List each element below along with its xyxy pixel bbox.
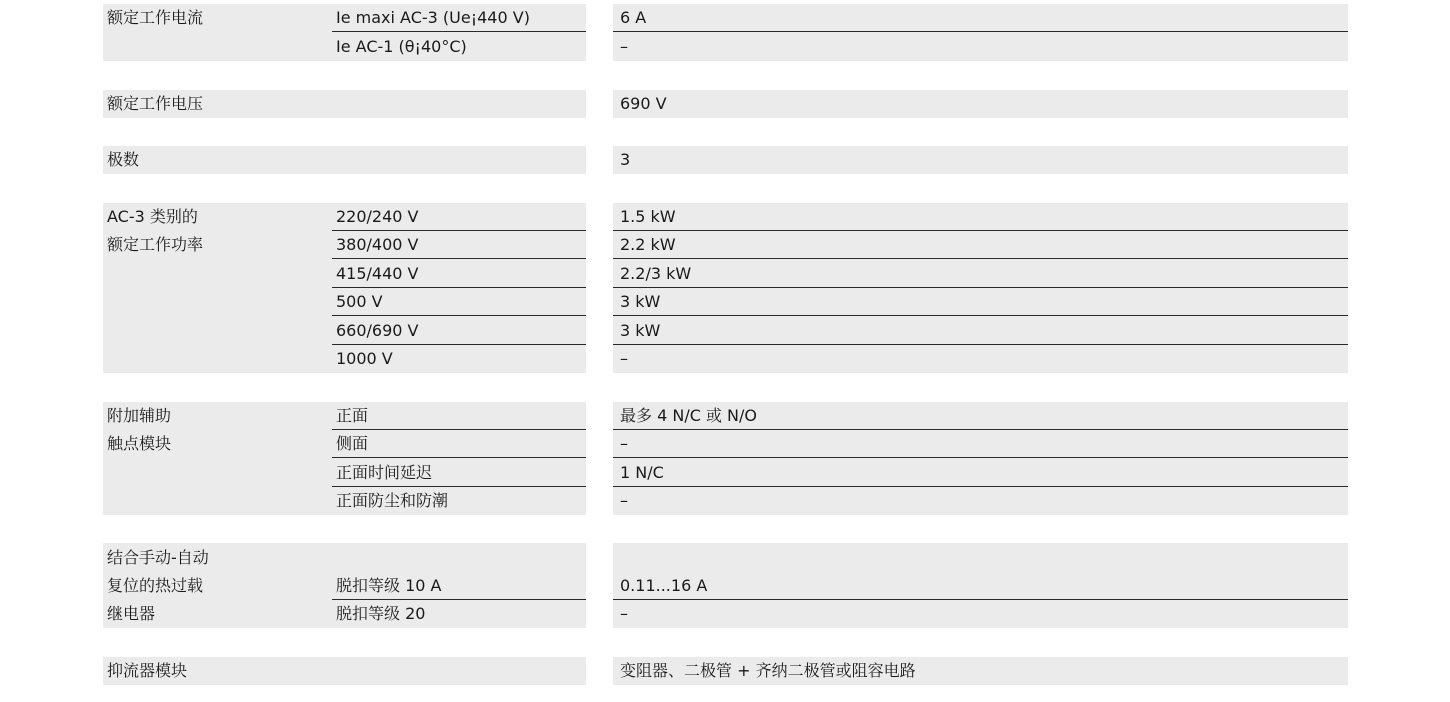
table-row	[103, 572, 586, 600]
value-cell: 3 kW	[620, 292, 661, 311]
table-row	[613, 33, 1348, 61]
aux-contacts-label: 附加辅助	[107, 406, 172, 425]
poles-label-panel	[103, 146, 586, 174]
thermal-relay-section	[0, 543, 1450, 628]
table-row	[613, 572, 1348, 600]
condition-cell: Ie AC-1 (θ¡40°C)	[336, 37, 467, 56]
condition-cell: 380/400 V	[336, 235, 419, 254]
aux-contacts-value-panel	[613, 402, 1348, 515]
table-row	[103, 288, 586, 316]
ac3-power-section	[0, 203, 1450, 373]
table-row	[613, 430, 1348, 458]
condition-cell: 脱扣等级 10 A	[336, 576, 442, 595]
condition-cell: 500 V	[336, 292, 383, 311]
table-row	[103, 203, 586, 231]
table-row	[613, 231, 1348, 259]
table-row	[103, 600, 586, 628]
value-cell: –	[620, 434, 628, 453]
rated-voltage-label: 额定工作电压	[107, 94, 204, 113]
table-row	[613, 288, 1348, 316]
poles-label: 极数	[107, 150, 140, 169]
table-row	[103, 4, 586, 32]
table-row	[613, 317, 1348, 345]
table-row	[103, 487, 586, 515]
thermal-relay-label-panel	[103, 543, 586, 628]
thermal-relay-label: 结合手动-自动	[107, 548, 209, 567]
rated-current-label-panel	[103, 4, 586, 61]
rated-voltage-section	[0, 90, 1450, 118]
condition-cell: Ie maxi AC-3 (Ue¡440 V)	[336, 8, 530, 27]
suppressor-label-panel	[103, 657, 586, 685]
table-row	[613, 203, 1348, 231]
table-row	[613, 487, 1348, 515]
value-cell: –	[620, 349, 628, 368]
table-row	[103, 231, 586, 259]
value-cell: 6 A	[620, 8, 647, 27]
suppressor-value-panel	[613, 657, 1348, 685]
value-cell: 3 kW	[620, 321, 661, 340]
aux-contacts-label: 触点模块	[107, 434, 172, 453]
condition-cell: 1000 V	[336, 349, 393, 368]
table-row	[103, 657, 586, 685]
table-row	[613, 600, 1348, 628]
condition-cell: 脱扣等级 20	[336, 604, 426, 623]
value-cell: 最多 4 N/C 或 N/O	[620, 406, 758, 425]
thermal-relay-label: 复位的热过载	[107, 576, 204, 595]
value-cell: 变阻器、二极管 + 齐纳二极管或阻容电路	[620, 661, 916, 680]
table-row	[103, 459, 586, 487]
ac3-power-value-panel	[613, 203, 1348, 373]
rated-voltage-label-panel	[103, 90, 586, 118]
value-cell: –	[620, 604, 628, 623]
poles-section	[0, 146, 1450, 174]
table-row	[613, 345, 1348, 373]
table-row	[103, 90, 586, 118]
value-cell: 1 N/C	[620, 463, 664, 482]
thermal-relay-value-panel	[613, 543, 1348, 628]
poles-value-panel	[613, 146, 1348, 174]
table-row	[613, 146, 1348, 174]
table-row	[613, 657, 1348, 685]
table-row	[103, 402, 586, 430]
value-cell: 0.11...16 A	[620, 576, 708, 595]
rated-current-section	[0, 4, 1450, 61]
suppressor-label: 抑流器模块	[107, 661, 188, 680]
ac3-power-label: 额定工作功率	[107, 235, 204, 254]
condition-cell: 220/240 V	[336, 207, 419, 226]
table-row	[103, 146, 586, 174]
table-row	[613, 4, 1348, 32]
condition-cell: 正面时间延迟	[336, 463, 433, 482]
condition-cell: 415/440 V	[336, 264, 419, 283]
table-row	[103, 317, 586, 345]
condition-cell: 660/690 V	[336, 321, 419, 340]
condition-cell: 侧面	[336, 434, 369, 453]
value-cell: 690 V	[620, 94, 667, 113]
table-row	[613, 260, 1348, 288]
rated-current-label: 额定工作电流	[107, 8, 204, 27]
table-row	[613, 459, 1348, 487]
ac3-power-label: AC-3 类别的	[107, 207, 198, 226]
table-row	[103, 33, 586, 61]
table-row	[103, 260, 586, 288]
table-row	[103, 544, 586, 572]
value-cell: 3	[620, 150, 631, 169]
suppressor-section	[0, 657, 1450, 685]
table-row	[613, 90, 1348, 118]
value-cell: 2.2/3 kW	[620, 264, 692, 283]
condition-cell: 正面	[336, 406, 369, 425]
value-cell: 2.2 kW	[620, 235, 676, 254]
thermal-relay-label: 继电器	[107, 604, 156, 623]
value-cell: 1.5 kW	[620, 207, 676, 226]
ac3-power-label-panel	[103, 203, 586, 373]
table-row	[103, 430, 586, 458]
aux-contacts-section	[0, 402, 1450, 515]
aux-contacts-label-panel	[103, 402, 586, 515]
condition-cell: 正面防尘和防潮	[336, 491, 449, 510]
table-row	[103, 345, 586, 373]
rated-current-value-panel	[613, 4, 1348, 61]
value-cell: –	[620, 37, 628, 56]
table-row	[613, 402, 1348, 430]
rated-voltage-value-panel	[613, 90, 1348, 118]
value-cell: –	[620, 491, 628, 510]
